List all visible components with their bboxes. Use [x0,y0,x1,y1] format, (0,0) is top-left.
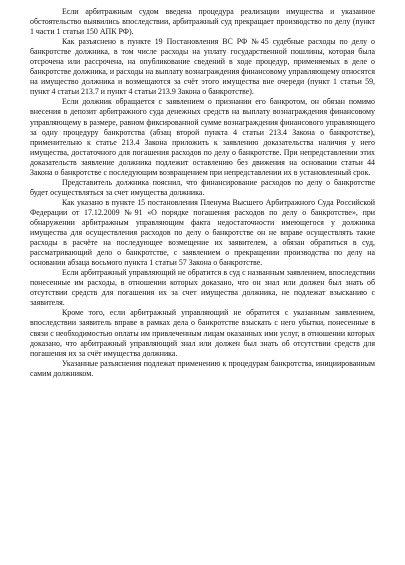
paragraph-plenum-clarification: Как указано в пункте 15 постановления Пленума Высшего Арбитражного Суда Российской Федерации от 17.12.2009 №91 «О порядке погашения расходов по делу о банкротстве», при обнаружении арбитражным управляющим факта недостаточности имеющегося у должника имущества для осуществления расходов по делу о банкротстве он не вправе осуществлять такие расходы в расчёте на последующее возмещение их заявителем, а обязан обратиться в суд, рассматривающий дело о банкротстве, с заявлением о прекращении производства по делу на основании абзаца восьмого пункта 1 статьи 57 Закона о банкротстве. [30,197,375,268]
paragraph-procedure-termination: Если арбитражным судом введена процедура реализации имущества и указанное обстоятельство выявились впоследствии, арбитражный суд прекращает производство по делу (пункт 1 части 1 статьи 150 АПК РФ). [30,7,375,37]
paragraph-debtor-obligations: Если должник обращается с заявлением о признании его банкротом, он обязан помимо внесения в депозит арбитражного суда денежных средств на выплату вознаграждения финансовому управляющему в размере, равном фиксированной сумме вознаграждения финансового управляющего за одну процедуру банкротства (абзац второй пункта 4 статьи 213.4 Закона о банкротстве), применительно к статье 213.4 Закона приложить к заявлению доказательства наличия у него имущества, достаточного для погашения расходов по делу о банкротстве. При непредставлении этих доказательств заявление должника подлежит оставлению без движения на основании статьи 44 Закона о банкротстве с последующим возвращением при непредставлении их в установленный срок. [30,97,375,177]
paragraph-manager-expenses: Если арбитражный управляющий не обратится в суд с названным заявлением, впоследствии понесенные им расходы, в отношении которых доказано, что он знал или должен был знать об отсутствии средств для погашения их за счет имущества должника, не подлежат взысканию с заявителя. [30,268,375,308]
paragraph-manager-losses: Кроме того, если арбитражный управляющий не обратится с указанным заявлением, впоследствии заявитель вправе в рамках дела о банкротстве взыскать с него убытки, понесенные в связи с необходимостью оплаты им привлеченным лицам оказанных ими услуг, в отношении которых доказано, что арбитражный управляющий знал или должен был знать об отсутствии средств для погашения их за счёт имущества должника. [30,308,375,358]
paragraph-applicability: Указанные разъяснения подлежат применению к процедурам банкротства, инициированным самим должником. [30,358,375,378]
paragraph-court-expenses: Как разъяснено в пункте 19 Постановления ВС РФ №45 судебные расходы по делу о банкротстве должника, в том числе расходы на уплату государственной пошлины, которая была отсрочена или рассрочена, на опубликование сведений в ходе процедур, применяемых в деле о банкротстве должника, и расходы на выплату вознаграждения финансовому управляющему относятся на имущество должника и возмещаются за счёт этого имущества вне очереди (пункт 1 статьи 59, пункт 4 статьи 213.7 и пункт 4 статьи 213.9 Закона о банкротстве). [30,37,375,97]
paragraph-representative-statement: Представитель должника пояснил, что финансирование расходов по делу о банкротстве будет осуществляться за счет имущества должника. [30,177,375,197]
